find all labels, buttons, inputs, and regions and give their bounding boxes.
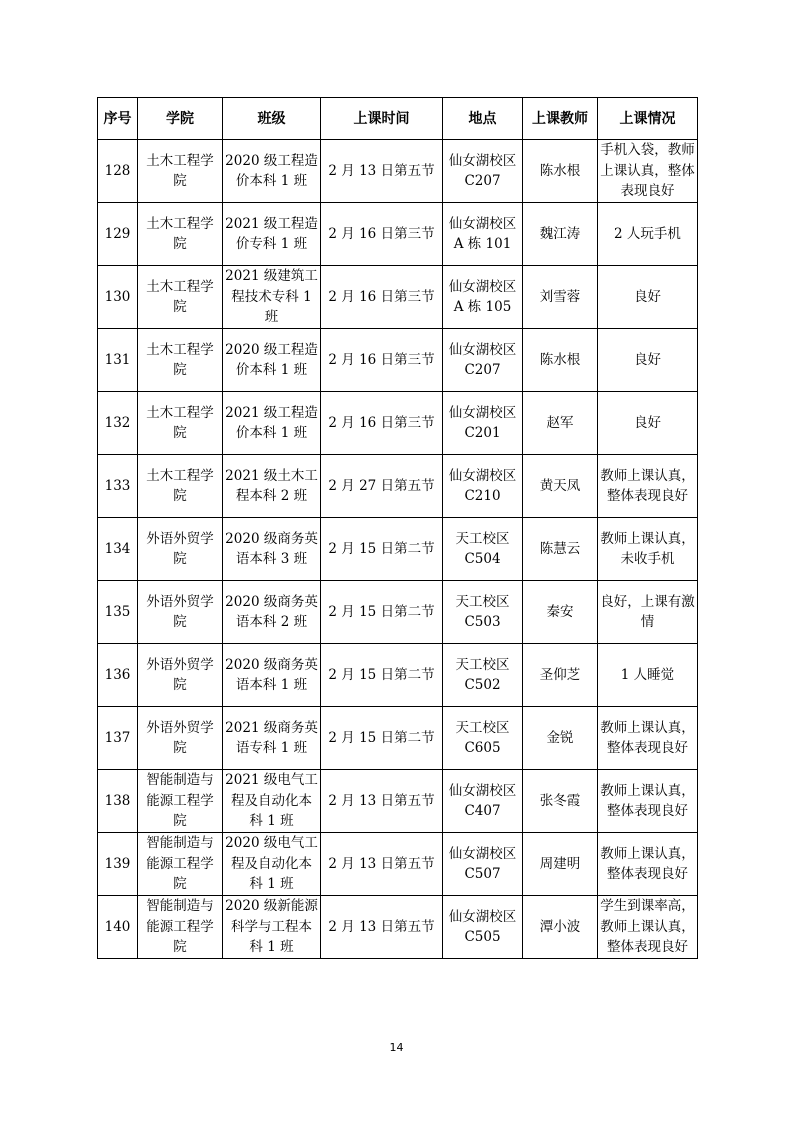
cell-status: 教师上课认真，未收手机	[598, 518, 698, 581]
cell-class: 2021 级工程造价本科 1 班	[223, 392, 321, 455]
header-row	[98, 98, 698, 140]
cell-location: 仙女湖校区 C507	[443, 833, 523, 896]
cell-location: 天工校区 C503	[443, 581, 523, 644]
cell-location: 天工校区 C504	[443, 518, 523, 581]
cell-location: 天工校区 C605	[443, 707, 523, 770]
cell-time: 2 月 15 日第二节	[321, 707, 443, 770]
cell-time: 2 月 15 日第二节	[321, 644, 443, 707]
cell-college: 土木工程学院	[138, 329, 223, 392]
table-row	[98, 329, 698, 392]
cell-status: 教师上课认真，整体表现良好	[598, 455, 698, 518]
cell-time: 2 月 13 日第五节	[321, 833, 443, 896]
cell-teacher: 陈水根	[523, 140, 598, 203]
cell-index: 140	[98, 896, 138, 959]
cell-index: 138	[98, 770, 138, 833]
table-row	[98, 266, 698, 329]
header-location: 地点	[443, 98, 523, 140]
cell-class: 2021 级电气工程及自动化本科 1 班	[223, 770, 321, 833]
cell-status: 教师上课认真，整体表现良好	[598, 833, 698, 896]
table-row	[98, 707, 698, 770]
header-time: 上课时间	[321, 98, 443, 140]
cell-index: 137	[98, 707, 138, 770]
header-teacher: 上课教师	[523, 98, 598, 140]
cell-index: 134	[98, 518, 138, 581]
table-row	[98, 203, 698, 266]
cell-college: 土木工程学院	[138, 266, 223, 329]
cell-location: 天工校区 C502	[443, 644, 523, 707]
cell-teacher: 陈慧云	[523, 518, 598, 581]
cell-index: 131	[98, 329, 138, 392]
cell-teacher: 潭小波	[523, 896, 598, 959]
cell-status: 1 人睡觉	[598, 644, 698, 707]
cell-class: 2020 级电气工程及自动化本科 1 班	[223, 833, 321, 896]
cell-location: 仙女湖校区 C207	[443, 140, 523, 203]
cell-index: 135	[98, 581, 138, 644]
header-class: 班级	[223, 98, 321, 140]
cell-college: 智能制造与能源工程学院	[138, 770, 223, 833]
cell-status: 良好，上课有激情	[598, 581, 698, 644]
cell-teacher: 陈水根	[523, 329, 598, 392]
table-row	[98, 770, 698, 833]
cell-status: 良好	[598, 392, 698, 455]
cell-class: 2021 级土木工程本科 2 班	[223, 455, 321, 518]
cell-index: 139	[98, 833, 138, 896]
cell-college: 土木工程学院	[138, 203, 223, 266]
cell-index: 128	[98, 140, 138, 203]
cell-status: 2 人玩手机	[598, 203, 698, 266]
cell-time: 2 月 13 日第五节	[321, 770, 443, 833]
cell-time: 2 月 16 日第三节	[321, 266, 443, 329]
cell-class: 2020 级新能源科学与工程本科 1 班	[223, 896, 321, 959]
cell-class: 2020 级工程造价本科 1 班	[223, 329, 321, 392]
cell-location: 仙女湖校区 C407	[443, 770, 523, 833]
table-row	[98, 581, 698, 644]
cell-status: 良好	[598, 266, 698, 329]
cell-college: 外语外贸学院	[138, 518, 223, 581]
table-row	[98, 140, 698, 203]
cell-class: 2021 级商务英语专科 1 班	[223, 707, 321, 770]
cell-class: 2021 级工程造价专科 1 班	[223, 203, 321, 266]
cell-index: 136	[98, 644, 138, 707]
cell-college: 外语外贸学院	[138, 644, 223, 707]
cell-time: 2 月 15 日第二节	[321, 518, 443, 581]
cell-class: 2020 级商务英语本科 2 班	[223, 581, 321, 644]
cell-college: 智能制造与能源工程学院	[138, 833, 223, 896]
cell-teacher: 秦安	[523, 581, 598, 644]
cell-status: 良好	[598, 329, 698, 392]
table-row	[98, 392, 698, 455]
header-status: 上课情况	[598, 98, 698, 140]
cell-class: 2020 级商务英语本科 1 班	[223, 644, 321, 707]
cell-teacher: 金锐	[523, 707, 598, 770]
cell-teacher: 刘雪蓉	[523, 266, 598, 329]
table-row	[98, 644, 698, 707]
cell-location: 仙女湖校区 A 栋 101	[443, 203, 523, 266]
cell-class: 2020 级商务英语本科 3 班	[223, 518, 321, 581]
cell-college: 外语外贸学院	[138, 707, 223, 770]
table-row	[98, 455, 698, 518]
cell-college: 智能制造与能源工程学院	[138, 896, 223, 959]
cell-college: 土木工程学院	[138, 140, 223, 203]
cell-index: 133	[98, 455, 138, 518]
cell-college: 外语外贸学院	[138, 581, 223, 644]
cell-college: 土木工程学院	[138, 392, 223, 455]
cell-teacher: 黄天凤	[523, 455, 598, 518]
cell-teacher: 圣仰芝	[523, 644, 598, 707]
cell-time: 2 月 16 日第三节	[321, 203, 443, 266]
cell-time: 2 月 13 日第五节	[321, 896, 443, 959]
cell-teacher: 张冬霞	[523, 770, 598, 833]
cell-time: 2 月 15 日第二节	[321, 581, 443, 644]
inspection-table	[97, 97, 698, 959]
cell-teacher: 赵军	[523, 392, 598, 455]
table-row	[98, 896, 698, 959]
header-index: 序号	[98, 98, 138, 140]
cell-status: 教师上课认真，整体表现良好	[598, 770, 698, 833]
cell-time: 2 月 16 日第三节	[321, 329, 443, 392]
cell-time: 2 月 13 日第五节	[321, 140, 443, 203]
cell-class: 2021 级建筑工程技术专科 1 班	[223, 266, 321, 329]
cell-location: 仙女湖校区 C201	[443, 392, 523, 455]
cell-index: 132	[98, 392, 138, 455]
table-row	[98, 833, 698, 896]
cell-location: 仙女湖校区 C210	[443, 455, 523, 518]
cell-time: 2 月 27 日第五节	[321, 455, 443, 518]
cell-status: 教师上课认真，整体表现良好	[598, 707, 698, 770]
cell-teacher: 魏江涛	[523, 203, 598, 266]
cell-location: 仙女湖校区 C505	[443, 896, 523, 959]
cell-index: 130	[98, 266, 138, 329]
cell-status: 学生到课率高，教师上课认真，整体表现良好	[598, 896, 698, 959]
cell-college: 土木工程学院	[138, 455, 223, 518]
cell-location: 仙女湖校区 C207	[443, 329, 523, 392]
page-number: 14	[389, 1041, 404, 1054]
cell-teacher: 周建明	[523, 833, 598, 896]
cell-class: 2020 级工程造价本科 1 班	[223, 140, 321, 203]
cell-index: 129	[98, 203, 138, 266]
header-college: 学院	[138, 98, 223, 140]
cell-time: 2 月 16 日第三节	[321, 392, 443, 455]
table-row	[98, 518, 698, 581]
cell-status: 手机入袋，教师上课认真，整体表现良好	[598, 140, 698, 203]
cell-location: 仙女湖校区 A 栋 105	[443, 266, 523, 329]
